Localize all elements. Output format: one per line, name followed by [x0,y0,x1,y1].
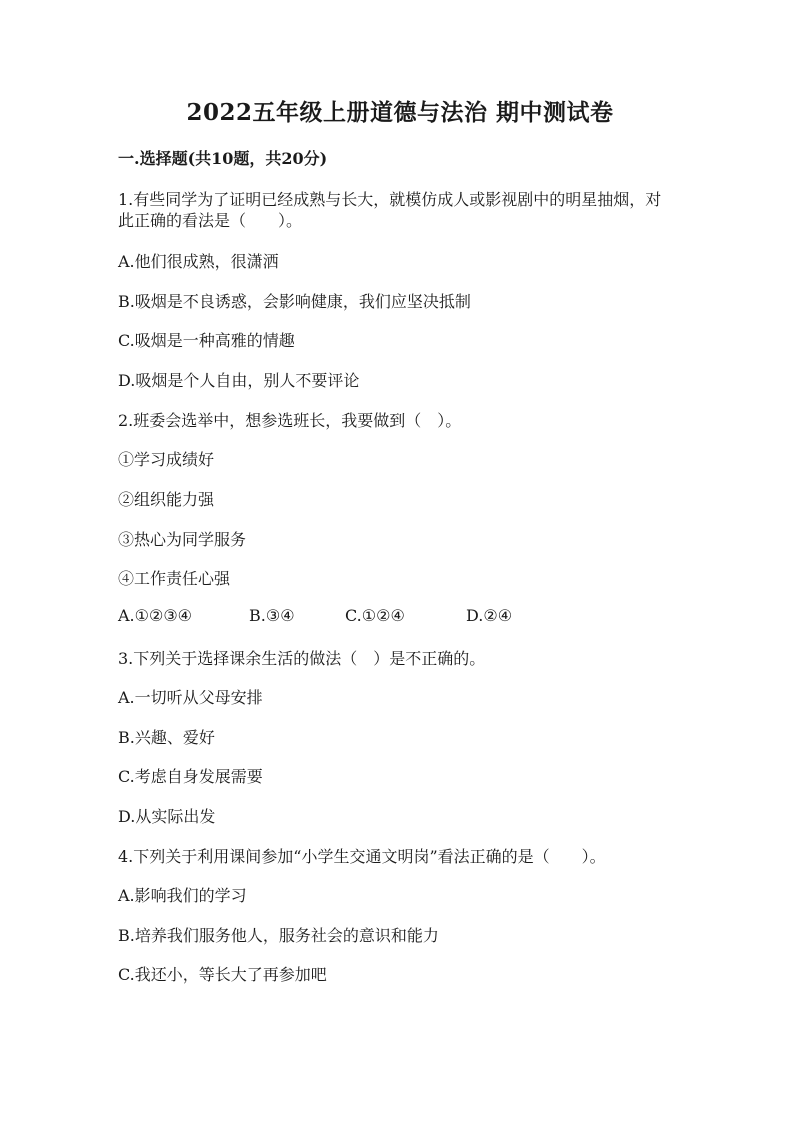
question-1-option-c: C.吸烟是一种高雅的情趣 [118,331,295,350]
question-4-option-b: B.培养我们服务他人，服务社会的意识和能力 [118,926,439,945]
question-1-option-a: A.他们很成熟，很潇洒 [118,252,279,271]
page-title: 2022五年级上册道德与法治 期中测试卷 [186,99,614,126]
question-4-option-a: A.影响我们的学习 [118,886,247,905]
question-1-stem-line-1: 1.有些同学为了证明已经成熟与长大，就模仿成人或影视剧中的明星抽烟，对 [118,190,662,209]
question-2-item-2: ②组织能力强 [118,490,215,509]
question-2-item-3: ③热心为同学服务 [118,530,247,549]
question-3-option-b: B.兴趣、爱好 [118,728,215,747]
question-2-option-b: B.③④ [249,606,295,625]
question-1-option-d: D.吸烟是个人自由，别人不要评论 [118,371,360,390]
section-heading: 一.选择题(共10题，共20分) [118,149,328,168]
question-3-option-c: C.考虑自身发展需要 [118,767,263,786]
question-1-option-b: B.吸烟是不良诱惑，会影响健康，我们应坚决抵制 [118,292,471,311]
question-3-option-a: A.一切听从父母安排 [118,688,263,707]
question-1-stem-line-2: 此正确的看法是（ ）。 [118,211,303,230]
question-2-option-c: C.①②④ [345,606,405,625]
question-4-stem: 4.下列关于利用课间参加“小学生交通文明岗”看法正确的是（ ）。 [118,847,606,866]
question-3-stem: 3.下列关于选择课余生活的做法（ ）是不正确的。 [118,649,486,668]
question-2-stem: 2.班委会选举中，想参选班长，我要做到（ ）。 [118,411,462,430]
question-2-item-4: ④工作责任心强 [118,569,231,588]
question-2-option-d: D.②④ [466,606,513,625]
question-4-option-c: C.我还小，等长大了再参加吧 [118,965,327,984]
question-3-option-d: D.从实际出发 [118,807,216,826]
question-2-option-a: A.①②③④ [118,606,193,625]
question-2-item-1: ①学习成绩好 [118,450,215,469]
